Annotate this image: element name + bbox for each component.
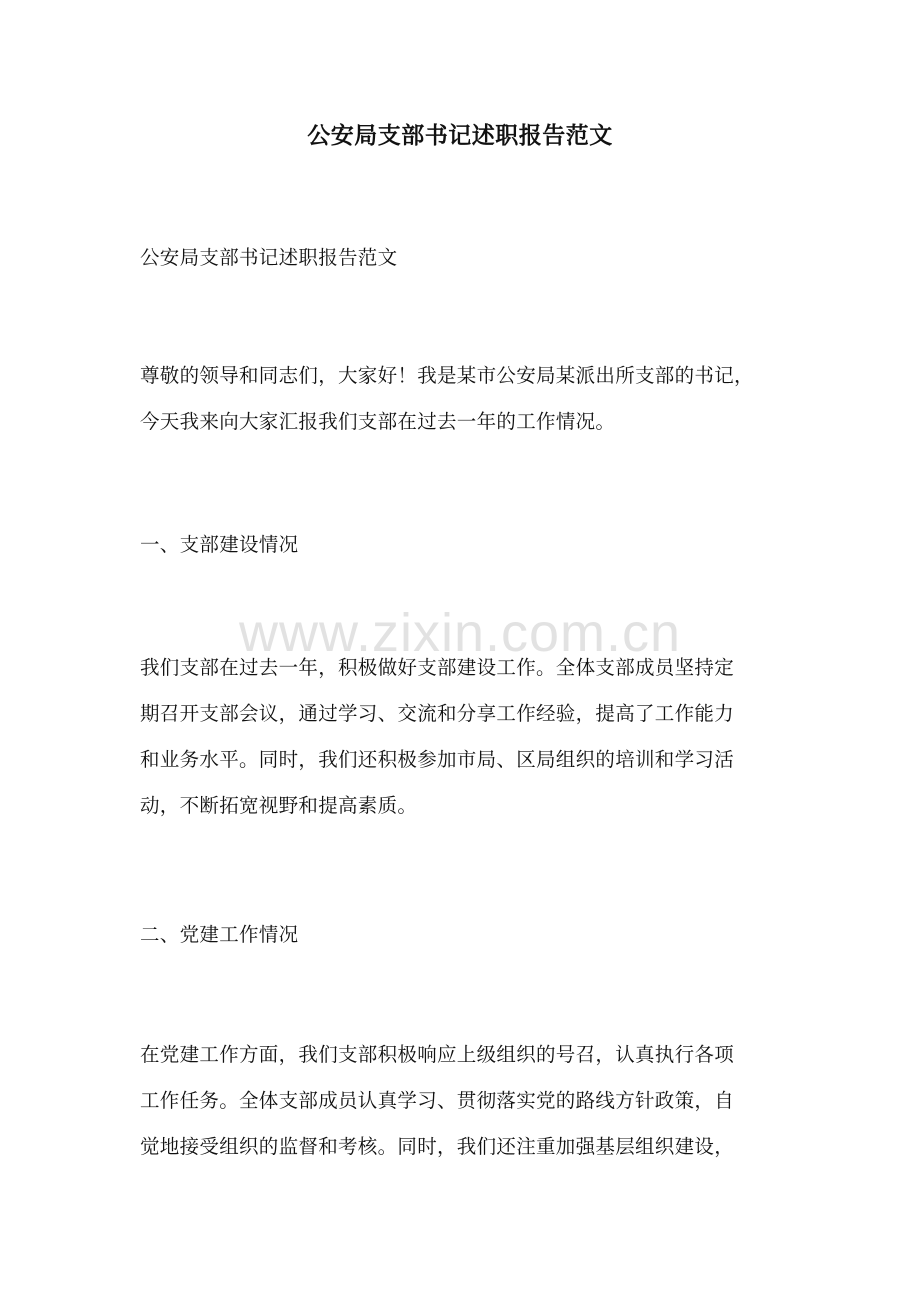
section2-line: 在党建工作方面，我们支部积极响应上级组织的号召，认真执行各项 — [140, 1043, 735, 1066]
section1-line: 期召开支部会议，通过学习、交流和分享工作经验，提高了工作能力 — [140, 702, 735, 725]
section2-heading-text: 二、党建工作情况 — [140, 923, 299, 946]
section1-line: 和业务水平。同时，我们还积极参加市局、区局组织的培训和学习活 — [140, 748, 735, 771]
subtitle-text: 公安局支部书记述职报告范文 — [140, 246, 398, 269]
section1-line: 动，不断拓宽视野和提高素质。 — [140, 794, 418, 817]
document-title: 公安局支部书记述职报告范文 — [307, 122, 613, 149]
watermark: www.zixin.com.cn — [238, 603, 682, 663]
document-subtitle — [140, 235, 790, 281]
section1-line: 我们支部在过去一年，积极做好支部建设工作。全体支部成员坚持定 — [140, 656, 735, 679]
section2-line: 工作任务。全体支部成员认真学习、贯彻落实党的路线方针政策，自 — [140, 1089, 735, 1112]
intro-line: 今天我来向大家汇报我们支部在过去一年的工作情况。 — [140, 410, 616, 433]
section1-paragraph — [140, 645, 790, 829]
intro-paragraph — [140, 353, 790, 445]
section2-paragraph — [140, 1032, 790, 1170]
section1-heading-text: 一、支部建设情况 — [140, 533, 299, 556]
section2-line: 觉地接受组织的监督和考核。同时，我们还注重加强基层组织建设， — [140, 1135, 735, 1158]
section1-heading — [140, 522, 790, 568]
intro-line: 尊敬的领导和同志们，大家好！我是某市公安局某派出所支部的书记， — [140, 364, 754, 387]
section2-heading — [140, 912, 790, 958]
